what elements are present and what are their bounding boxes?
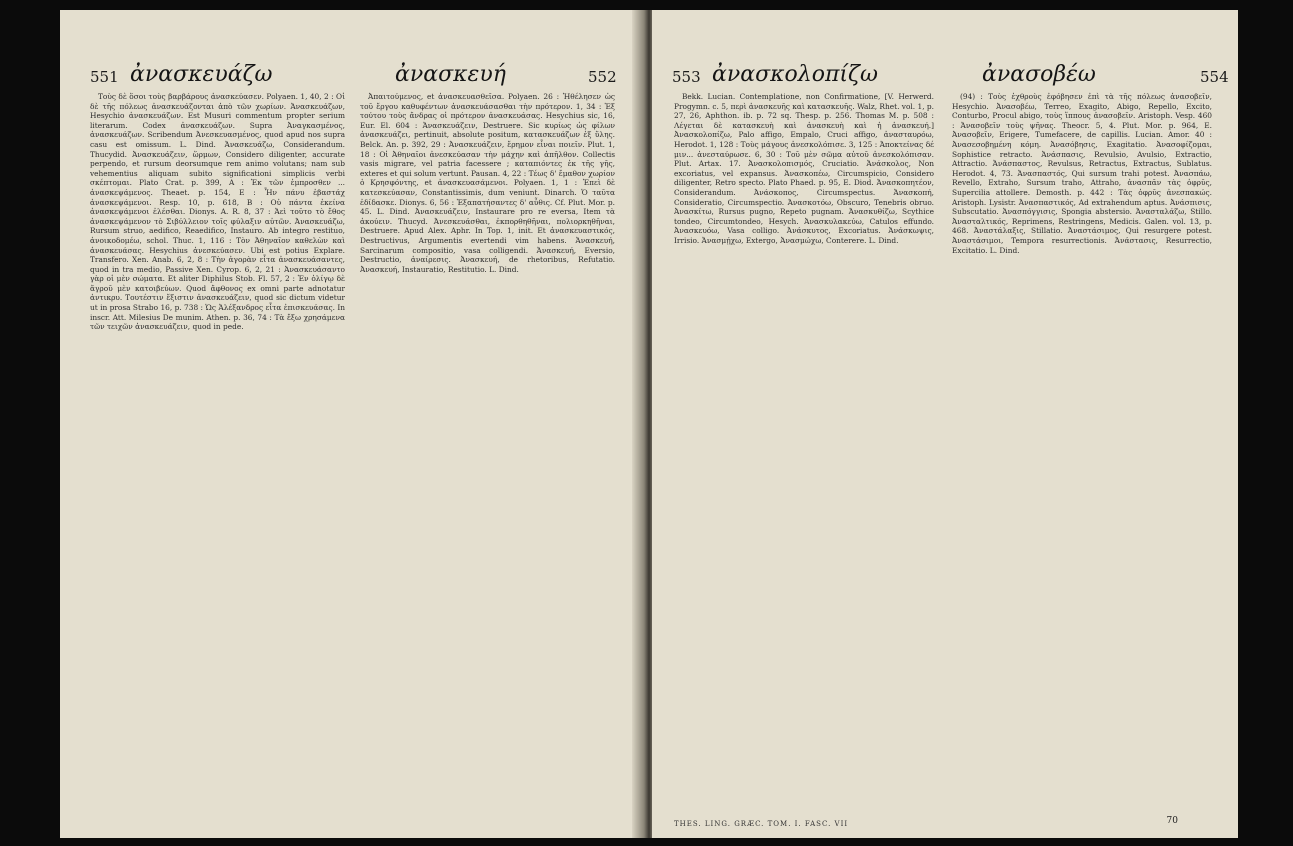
column-text: (94) : Τοὺς ἐχθροὺς ἐφόβησεν ἐπὶ τὰ τῆς πόλεως ἀνασοβεῖν, Hesychio. Ἀνασοβέω, Terreo, Exagito, Abigo, Repello, Excito, Conturbo, Procul abigo, τοὺς ἵππους ἀνασοβεῖν. Aristoph. Vesp. 460 : Ἀνασοβεῖν τοὺς ψῆνας. Theocr. 5, 4. Plut. Mor. p. 964, E. Ἀνασοβεῖν, Erigere, Tumefacere, de capillis. Lucian. Amor. 40 : Ἀνασεσοβημένη κόμη. Ἀνασόβησις, Exagitatio. Ἀνασοφίζομαι, Sophistice retracto. Ἀνάσπασις, Revulsio, Avulsio, Extractio, Attractio. Ἀνάσπαστος, Revulsus, Retractus, Extractus, Sublatus. Herodot. 4, 73. Ἀνασπαστός, Qui sursum trahi potest. Ἀνασπάω, Revello, Extraho, Sursum traho, Attraho, ἀνασπᾶν τὰς ὀφρῦς, Supercilia attollere. Demosth. p. 442 : Τὰς ὀφρῦς ἀνεσπακώς. Aristoph. Lysistr. Ἀνασπαστικός, Ad extrahendum aptus. Ἀνάσπισις, Subscutatio. Ἀνασπόγγισις, Spongia abstersio. Ἀνασταλάζω, Stillo. Ἀνασταλτικός, Reprimens, Restringens, Medicis. Galen. vol. 13, p. 468. Ἀναστάλαξις, Stillatio. Ἀναστάσιμος, Qui resurgere potest. Ἀναστάσιμοι, Tempora resurrectionis. Ἀνάστασις, Resurrectio, Excitatio. L. Dind. [952,92,1212,255]
left-page [60,10,642,838]
column-text: Τοὺς δὲ ὅσοι τοὺς βαρβάρους ἀνασκεύασεν. Polyaen. 1, 40, 2 : Οἱ δὲ τῆς πόλεως ἀνασκευάζονται ἀπὸ τῶν χωρίων. Ἀνασκευάζων, Hesychio ἀνασκευάζων. Est Musuri commentum propter serium literarum. Codex ἀνασκευάζων. Supra Ἀναγκασμένος, ἀνασκευάζων. Scribendum Ἀνεσκευασμένος, quod apud nos supra casu est omissum. L. Dind. Ἀνασκευάζω, Considerandum. Thucydid. Ἀνασκευάζειν, ὥρμων, Considero diligenter, accurate perpendo, et rursum deorsumque rem animo volutans; nam sub vehementius aliquam subito significationi simplicis verbi σκέπτομαι. Plato Crat. p. 399, A : Ἐκ τῶν ἐμπροσθεν ... ἀνασκεψάμενος. Theaet. p. 154, E : Ἦν πάνυ ἐβαστάχ ἀνασκεψάμενοι. Resp. 10, p. 618, B : Οὐ πάντα ἐκείνα ἀνασκεψάμενοι ἐλέσθαι. Dionys. A. R. 8, 37 : Ἀεὶ τοῦτο τὸ ἔθος ἀνασκεψάμενον τὸ Σιβύλλειον τοῖς φύλαξιν αὐτῶν. Ἀνασκευάζω, Rursum struo, aedifico, Reaedifico, Instauro. Ab integro restituo, ἀνοικοδομέω, schol. Thuc. 1, 116 : Τὸν Ἀθηναῖον καθελὼν καὶ ἀνασκευάσας. Hesychius ἀνεσκεύασεν. Ubi est potius Explare. Transfero. Xen. Anab. 6, 2, 8 : Τὴν ἀγορὰν εἶτα ἀνασκευάσαντες, quod in tra medio, Passive Xen. Cyrop. 6, 2, 21 : Ἀνασκευάσαντο γὰρ οἱ μὲν σώματα. Et aliter Diphilus Stob. Fl. 57, 2 : Ἐν ὀλίγῳ δὲ ἄγροῦ μὲν κατοιβεύων. Quod ἄφθονος ex omni parte adnotatur ἀντικρυ. Τουτέστιν ἔξιστιν ἀνασκευάζειν, quod sic dictum videtur ut in prosa Strabo 16, p. 738 : Ὡς Ἀλέξανδρος εἶτα ἐπισκευάσας. In inscr. Att. Milesius De munim. Athen. p. 36, 74 : Τὰ ἔξω χρησάμενα τῶν τειχῶν ἀνασκευάζειν, quod in pede. [90,92,345,332]
right-page-header [652,62,1238,92]
book-spread [60,10,1238,838]
page-number: 551 [90,68,119,86]
signature-footer: THES. LING. GRÆC. TOM. I. FASC. VII [674,820,849,828]
headword-left: ἀνασκευάζω [130,62,273,87]
column-text: Ἀπαιτούμενος, et ἀνασκευασθεῖσα. Polyaen. 26 : Ἠθέλησεν ὡς τοῦ ἔργου καθυφέντων ἀνασκευάσασθαι τὴν πρότερον. 1, 34 : Ἐξ τούτου τοὺς ἄνδρας οἱ πρότερον ἀνασκευάσας. Hesychius sic, 16, Eur. El. 604 : Ἀνασκευάζειν, Destruere. Sic κυρίως ὡς φίλων ἀνασκευάζει, pertinuit, absolute positum, κατασκευάζων ἐξ ὕλης. Belck. An. p. 392, 29 : Ἀνασκευάζειν, ἔρημον εἶναι ποιεῖν. Plut. 1, 18 : Οἱ Ἀθηναῖοι ἀνεσκεύασαν τὴν μάχην καὶ ἀπῆλθον. Collectis vasis migrare, vel patria facessere ; καταπιόντες ἐκ τῆς γῆς, exteres et qui solum vertunt. Pausan. 4, 22 : Τέως δ' ἔμαθον χωρίον ὁ Κρησφόντης, et ἀνασκευασάμενοι. Polyaen. 1, 1 : Ἐπεὶ δὲ κατεσκεύασαν, Constantissimis, dum veniunt. Dinarch. Ὁ ταῦτα ἐδίδασκε. Dionys. 6, 56 : Ἐξαπατήσαντες δ' αὖθις. Cf. Plut. Mor. p. 45. L. Dind. Ἀνασκευάζειν, Instaurare pro re eversa, Item τὰ ἀκούειν. Thucyd. Ἀνεσκευάσθαι, ἐκπορθηθῆναι, πολιορκηθῆναι, Destruere. Apud Alex. Aphr. In Top. 1, init. Et ἀνασκευαστικός, Destructivus, Argumentis evertendi vim habens. Ἀνασκευή, Sarcinarum compositio, vasa colligendi. Ἀνασκευή, Eversio, Destructio, ἀναίρεσις. Ἀνασκευή, de rhetoribus, Refutatio. Ἀνασκευή, Instauratio, Restitutio. L. Dind. [360,92,615,274]
text-column-2 [360,92,615,812]
page-number: 554 [1200,68,1229,86]
page-number: 553 [672,68,701,86]
text-column-2 [952,92,1212,812]
headword-right: ἀνασοβέω [982,62,1096,87]
headword-left: ἀνασκολοπίζω [712,62,878,87]
headword-right: ἀνασκευή [395,62,506,87]
column-text: Bekk. Lucian. Contemplatione, non Confirmatione, [V. Herwerd. Progymn. c. 5, περὶ ἀνασκευῆς καὶ κατασκευῆς. Walz, Rhet. vol. 1, p. 27, 26, Aphthon. ib. p. 72 sq. Thesp. p. 256. Thomas M. p. 508 : Λέγεται δὲ κατασκευὴ καὶ ἀνασκευὴ καὶ ἡ ἀνασκευή.] Ἀνασκολοπίζω, Palo affigo, Empalo, Cruci affigo, ἀνασταυρόω, Herodot. 1, 128 : Τοὺς μάγους ἀνεσκολόπισε. 3, 125 : Ἀποκτείνας δέ μιν... ἀνεσταύρωσε. 6, 30 : Τοῦ μὲν σῶμα αὐτοῦ ἀνεσκολόπισαν. Plut. Artax. 17. Ἀνασκολοπισμός, Cruciatio. Ἀνάσκολος, Non excoriatus, vel expansus. Ἀνασκοπέω, Circumspicio, Considero diligenter, Retro specto. Plato Phaed. p. 95, E. Diod. Ἀνασκοπητέον, Considerandum. Ἀνάσκοπος, Circumspectus. Ἀνασκοπή, Consideratio, Circumspectio. Ἀνασκοτόω, Obscuro, Tenebris obruo. Ἀνασκίτω, Rursus pugno, Repeto pugnam. Ἀνασκυθίζω, Scythice tondeo, Circumtondeo, Hesych. Ἀνασκυλακεύω, Catulos effundo. Ἀνασκευόω, Vasa colligo. Ἀνάσκυτος, Excoriatus. Ἀνάσκωψις, Irrisio. Ἀνασμῄχω, Extergo, Ἀνασμώχω, Conterere. L. Dind. [674,92,934,245]
text-column-1 [674,92,934,812]
text-column-1 [90,92,345,812]
page-number: 552 [588,68,617,86]
right-page [652,10,1238,838]
signature-number: 70 [1166,816,1178,826]
left-page-header [60,62,642,92]
